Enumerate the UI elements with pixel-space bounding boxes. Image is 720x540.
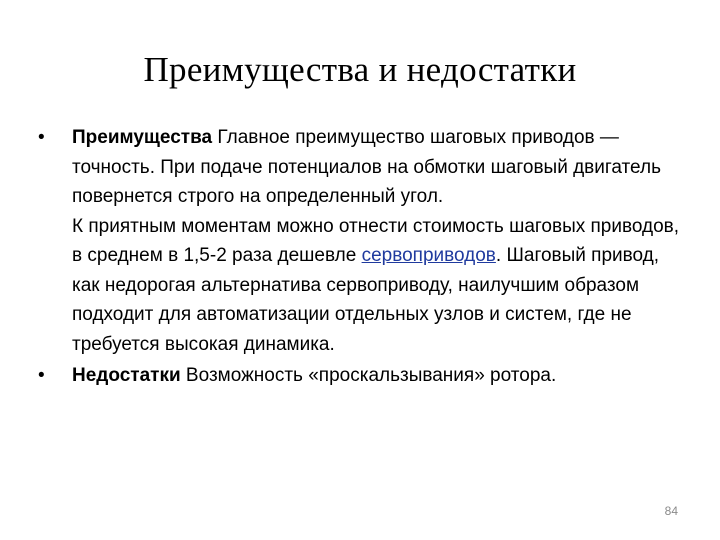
disadvantages-paragraph: [72, 361, 688, 391]
bullet-advantages-text: [72, 123, 688, 359]
disadvantages-heading: Недостатки: [72, 365, 181, 386]
advantages-text-3: . Шаговый привод, как недорогая альтернатива сервоприводу, наилучшим образом подходит для автоматизации отдельных узлов и систем, где не требуется высокая динамика.: [72, 245, 660, 355]
advantages-text-1: Главное преимущество шаговых приводов — точность. При подаче потенциалов на обмотки шаговый двигатель повернется строго на определенный угол.: [72, 127, 661, 207]
page-number: 84: [664, 504, 678, 518]
advantages-paragraph-2: [72, 212, 688, 360]
bullet-marker: •: [38, 365, 45, 386]
disadvantages-text: Возможность «проскальзывания» ротора.: [180, 365, 557, 386]
advantages-heading: Преимущества: [72, 127, 213, 148]
bullet-disadvantages-text: [72, 361, 688, 391]
slide-title: Преимущества и недостатки: [143, 50, 577, 89]
advantages-text-2: К приятным моментам можно отнести стоимость шаговых приводов, в среднем в 1,5-2 раза дешевле: [72, 215, 680, 266]
servo-drives-link[interactable]: сервоприводов: [361, 245, 496, 266]
bullet-marker: •: [38, 127, 45, 148]
advantages-paragraph-1: [72, 123, 688, 212]
bullet-disadvantages: [38, 361, 688, 391]
bullet-advantages: [38, 123, 688, 359]
bullet-list: [38, 123, 688, 391]
